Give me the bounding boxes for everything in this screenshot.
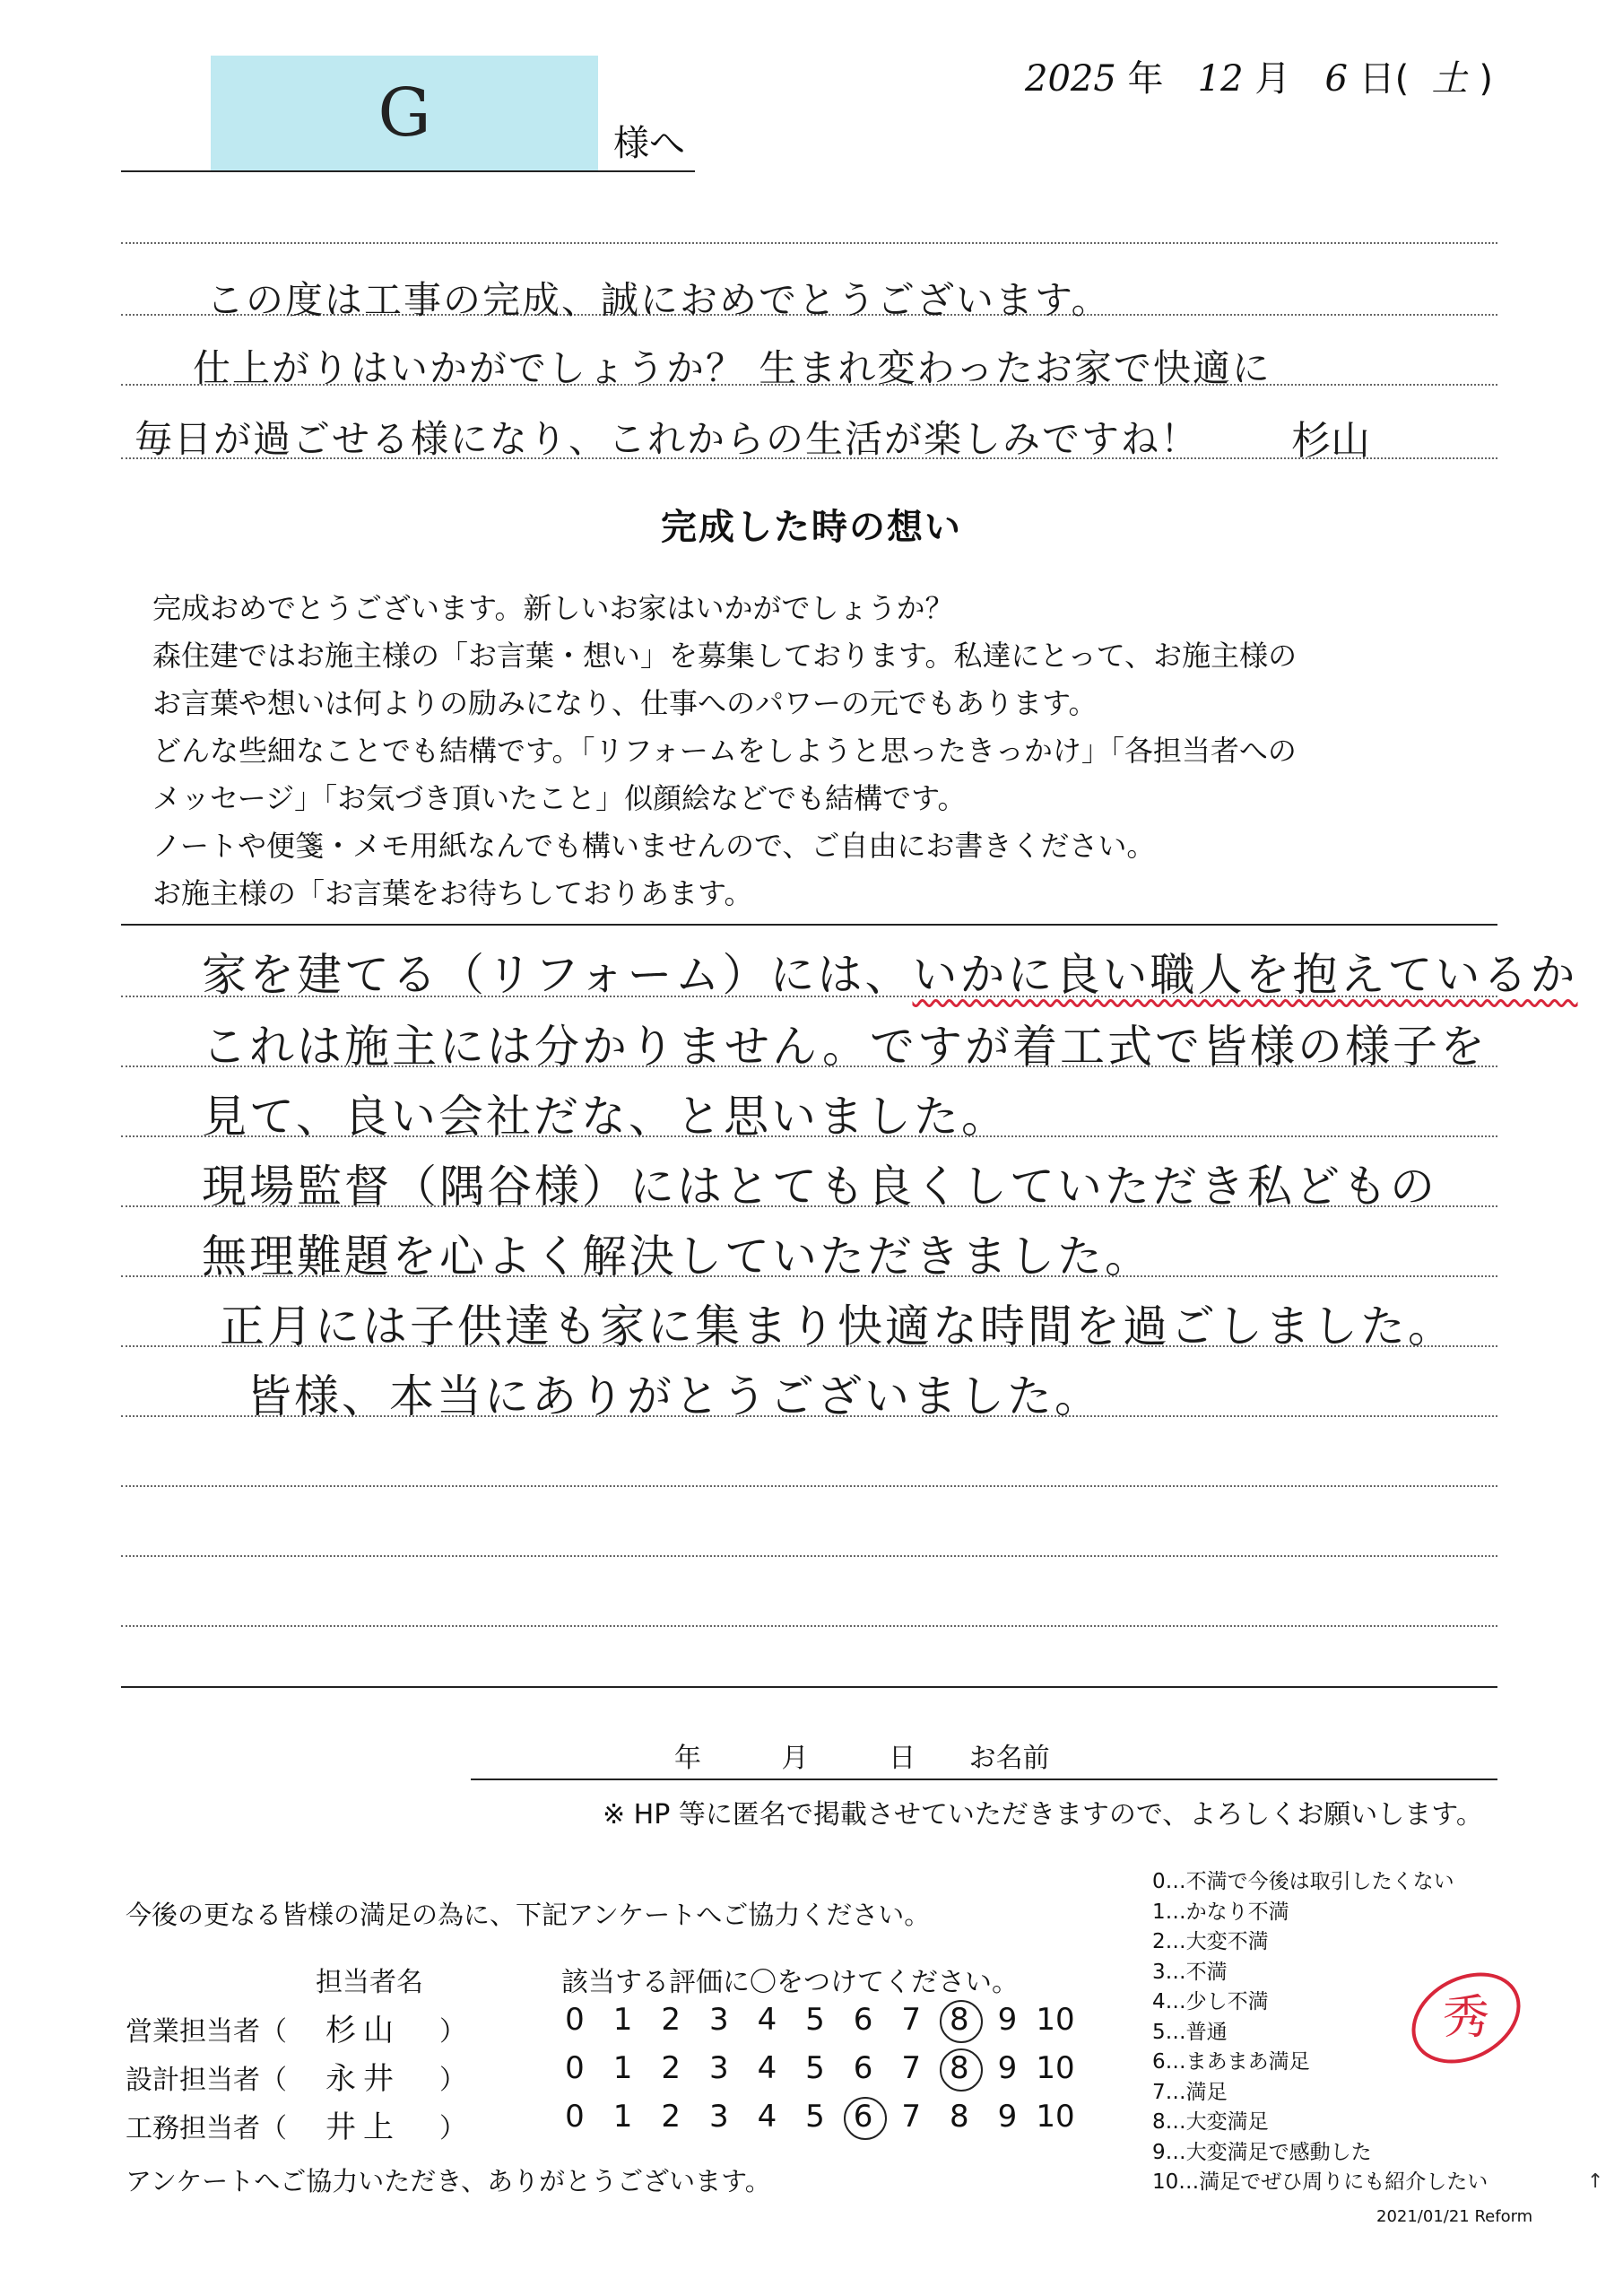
survey-row-design xyxy=(126,2054,466,2098)
rating-option: 4 xyxy=(757,2099,777,2135)
recipient-name-box xyxy=(211,56,598,170)
rating-option: 4 xyxy=(757,2050,777,2086)
date-day-unit: 日( xyxy=(1358,58,1410,100)
legend-item: 4…少し不満 xyxy=(1152,1990,1269,2013)
intro-text xyxy=(152,585,1515,918)
response-line xyxy=(202,939,1578,1004)
rating-option: 6 xyxy=(839,2099,888,2135)
intro-line: 森住建ではお施主様の「お言葉・想い」を募集しております。私達にとって、お施主様の xyxy=(152,639,1298,673)
legend-item: 10…満足でぜひ周りにも紹介したい xyxy=(1152,2170,1488,2194)
rating-option: 7 xyxy=(901,2002,921,2038)
response-underlined-phrase: いかに良い職人を抱えているか xyxy=(912,949,1578,1001)
date-day: 6 xyxy=(1324,58,1348,100)
survey-thanks: アンケートへご協力いただき、ありがとうございます。 xyxy=(126,2166,771,2196)
response-bottom-border xyxy=(121,1686,1497,1688)
staff-name: 杉山 xyxy=(325,2013,401,2048)
intro-line: メッセージ」「お気づき頂いたこと」似顔絵などでも結構です。 xyxy=(152,781,967,815)
rating-option: 0 xyxy=(565,2050,585,2086)
honorific: 様へ xyxy=(613,123,685,164)
rating-option: 8 xyxy=(949,2099,969,2135)
signature-name-label: お名前 xyxy=(968,1743,1050,1774)
rating-option: 5 xyxy=(805,2099,825,2135)
role-close: ） xyxy=(439,2065,466,2096)
role-label: 設計担当者（ xyxy=(126,2065,287,2096)
stamp-char: 秀 xyxy=(1442,1991,1490,2045)
staff-name: 永井 xyxy=(325,2061,401,2097)
intro-line: ノートや便箋・メモ用紙なんでも構いませんので、ご自由にお書きください。 xyxy=(152,829,1156,863)
arrow-mark-icon: ↑ xyxy=(1587,2170,1604,2193)
staff-message-line: 毎日が過ごせる様になり、これからの生活が楽しみですね！ xyxy=(135,417,1201,461)
staff-message-line: この度は工事の完成、誠におめでとうございます。 xyxy=(206,278,1111,322)
date xyxy=(1025,50,1493,101)
signature-day-label: 日 xyxy=(889,1743,916,1774)
response-line: 現場監督（隅谷様）にはとても良くしていただき私どもの xyxy=(202,1161,1437,1213)
staff-message-line: 仕上がりはいかがでしょうか？ 生まれ変わったお家で快適に xyxy=(193,346,1271,390)
legend-item: 8…大変満足 xyxy=(1152,2110,1269,2134)
date-year: 2025 xyxy=(1025,58,1116,100)
rating-option: 0 xyxy=(565,2002,585,2038)
rating-option: 10 xyxy=(1036,2050,1075,2086)
legend-item: 0…不満で今後は取引したくない xyxy=(1152,1870,1454,1893)
staff-column-header: 担当者名 xyxy=(316,1967,423,1998)
response-line: 無理難題を心よく解決していただきました。 xyxy=(202,1231,1152,1283)
role-label: 営業担当者（ xyxy=(126,2016,287,2048)
form-code: 2021/01/21 Reform xyxy=(1376,2207,1533,2226)
rating-option: 1 xyxy=(612,2099,633,2135)
rule-line xyxy=(121,1485,1497,1487)
date-year-unit: 年 xyxy=(1127,58,1164,100)
rating-option: 8 xyxy=(935,2050,984,2086)
response-line: 正月には子供達も家に集まり快適な時間を過ごしました。 xyxy=(220,1300,1455,1352)
rating-option: 6 xyxy=(853,2050,873,2086)
signature-year-label: 年 xyxy=(674,1743,701,1774)
date-weekday: 土 xyxy=(1431,58,1468,100)
rating-option: 1 xyxy=(612,2050,633,2086)
legend-item: 5…普通 xyxy=(1152,2020,1228,2044)
signature-month-label: 月 xyxy=(781,1743,809,1774)
role-close: ） xyxy=(439,2113,466,2144)
response-top-border xyxy=(121,924,1497,926)
section-title: 完成した時の想い xyxy=(661,507,962,548)
staff-signature: 杉山 xyxy=(1291,418,1370,464)
response-line: これは施主には分かりません。ですが着工式で皆様の様子を xyxy=(202,1021,1488,1073)
rating-option: 1 xyxy=(612,2002,633,2038)
date-close: ) xyxy=(1479,58,1493,100)
role-label: 工務担当者（ xyxy=(126,2113,287,2144)
rating-option: 7 xyxy=(901,2099,921,2135)
legend-item: 9…大変満足で感動した xyxy=(1152,2140,1372,2164)
role-close: ） xyxy=(439,2016,466,2048)
rating-option: 3 xyxy=(708,2002,729,2038)
rating-option: 3 xyxy=(708,2050,729,2086)
rating-option: 5 xyxy=(805,2050,825,2086)
survey-intro: 今後の更なる皆様の満足の為に、下記アンケートへご協力ください。 xyxy=(126,1900,931,1930)
rating-option: 3 xyxy=(708,2099,729,2135)
rule-line xyxy=(121,1555,1497,1557)
recipient-underline xyxy=(121,170,695,172)
rating-option: 8 xyxy=(935,2002,984,2038)
date-month-unit: 月 xyxy=(1254,58,1291,100)
staff-name: 井上 xyxy=(325,2109,401,2145)
legend-item: 2…大変不満 xyxy=(1152,1930,1269,1953)
rating-option: 7 xyxy=(901,2050,921,2086)
date-month: 12 xyxy=(1197,58,1244,100)
rating-column-header: 該当する評価に〇をつけてください。 xyxy=(561,1967,1019,1998)
response-line: 見て、良い会社だな、と思いました。 xyxy=(202,1091,1009,1143)
signature-underline xyxy=(471,1779,1497,1780)
legend-item: 6…まあまあ満足 xyxy=(1152,2050,1310,2074)
rating-option: 9 xyxy=(997,2099,1018,2135)
rating-option: 4 xyxy=(757,2002,777,2038)
intro-line: お施主様の「お言葉をお待ちしておりあます。 xyxy=(152,876,753,910)
response-line: 皆様、本当にありがとうございました。 xyxy=(247,1370,1102,1422)
legend-item: 7…満足 xyxy=(1152,2080,1228,2104)
survey-row-construction xyxy=(126,2102,466,2146)
rating-option: 5 xyxy=(805,2002,825,2038)
legend-item: 1…かなり不満 xyxy=(1152,1900,1289,1924)
rule-line xyxy=(121,242,1497,244)
rating-option: 2 xyxy=(661,2099,681,2135)
intro-line: 完成おめでとうございます。新しいお家はいかがでしょうか？ xyxy=(152,591,954,625)
rating-option: 10 xyxy=(1036,2002,1075,2038)
rating-option: 2 xyxy=(661,2002,681,2038)
rating-option: 0 xyxy=(565,2099,585,2135)
response-line-start: 家を建てる（リフォーム）には、 xyxy=(202,949,913,1001)
legend-item: 3…不満 xyxy=(1152,1960,1228,1984)
survey-row-sales xyxy=(126,2005,466,2049)
hp-publish-note: ※ HP 等に匿名で掲載させていただきますので、よろしくお願いします。 xyxy=(603,1799,1483,1831)
rule-line xyxy=(121,1625,1497,1627)
intro-line: お言葉や想いは何よりの励みになり、仕事へのパワーの元でもあります。 xyxy=(152,686,1098,720)
rating-option: 9 xyxy=(997,2002,1018,2038)
recipient-name: G xyxy=(378,74,431,152)
rating-option: 2 xyxy=(661,2050,681,2086)
rating-option: 10 xyxy=(1036,2099,1075,2135)
intro-line: どんな些細なことでも結構です。「リフォームをしようと思ったきっかけ」「各担当者への xyxy=(152,734,1297,768)
rating-option: 6 xyxy=(853,2002,873,2038)
signature-date-name xyxy=(674,1735,1050,1775)
rating-option: 9 xyxy=(997,2050,1018,2086)
approval-stamp-icon xyxy=(1403,1960,1529,2076)
